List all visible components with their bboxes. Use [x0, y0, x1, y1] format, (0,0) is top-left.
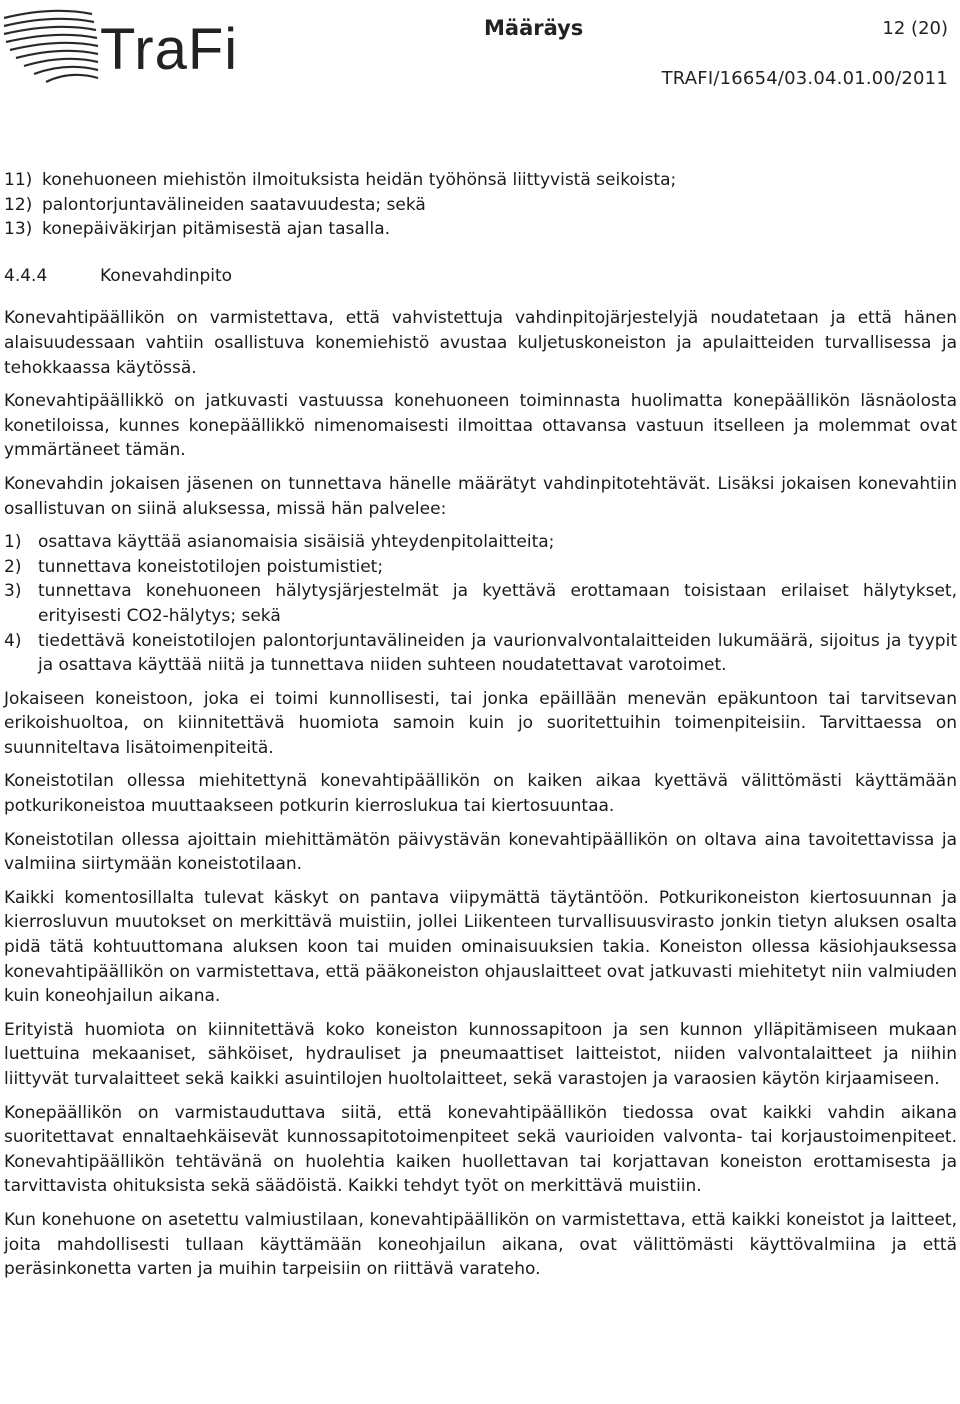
paragraph: Konevahtipäällikkö on jatkuvasti vastuussa konehuoneen toiminnasta huolimatta konepäällikön läsnäolosta konetiloissa, kunnes konepäällikkö nimenomaisesti ilmoittaa ottavansa vastuun itselleen ja molemmat ovat ymmärtäneet tämän. [4, 391, 957, 461]
page-number: 12 (20) [882, 18, 948, 39]
paragraph: Kaikki komentosillalta tulevat käskyt on pantava viipymättä täytäntöön. Potkurikoneiston kiertosuunnan ja kierrosluvun muutokset on merkittävä muistiin, jollei Liikenteen turvallisuusvirasto jonkin tietyn aluksen osalta pidä tätä kohtuuttomana aluksen koon tai muiden ominaisuuksien takia. Koneiston ollessa käsiohjauksessa konevahtipäällikön on varmistettava, että pääkoneiston ohjauslaitteet ovat jatkuvasti miehitetyt niin valmiuden kuin koneohjailun aikana. [4, 887, 957, 1007]
list-item [4, 629, 957, 678]
list-item-text: tunnettava koneistotilojen poistumistiet; [38, 556, 384, 577]
duties-list-continued [4, 168, 957, 242]
paragraph: Jokaiseen koneistoon, joka ei toimi kunnollisesti, tai jonka epäillään menevän epäkuntoon tai tarvitsevan erikoishuoltoa, on kiinnitettävä huomiota samoin kuin jo suoritettuihin toimenpiteisiin. Tarvittaessa on suunniteltava lisätoimenpiteitä. [4, 688, 957, 758]
paragraph: Kun konehuone on asetettu valmiustilaan, konevahtipäällikön on varmistettava, että kaikki koneistot ja laitteet, joita mahdollisesti tullaan käyttämään koneohjailun aikana, ovat välittömästi käyttövalmiina ja että peräsinkonetta varten ja muihin tarpeisiin on riittävä varateho. [4, 1209, 957, 1280]
watch-member-requirements-list [4, 530, 957, 678]
list-item-number: 4) [4, 630, 22, 651]
list-item-number: 3) [4, 581, 22, 602]
paragraph: Erityistä huomiota on kiinnitettävä koko koneiston kunnossapitoon ja sen kunnon ylläpitämiseen mukaan luettuina mekaaniset, sähköiset, hydrauliset ja pneumaattiset laitteistot, niiden valvontalaitteet ja niihin liittyvät turvalaitteet sekä kaikki asuintilojen huoltolaitteet, sekä varastojen ja varaosien käytön kirjaamiseen. [4, 1019, 957, 1089]
list-item-text: konepäiväkirjan pitämisestä ajan tasalla. [42, 219, 391, 240]
paragraph: Konepäällikön on varmistauduttava siitä, että konevahtipäällikön tiedossa ovat kaikki vahdin aikana suoritettavat ennaltaehkäisevät kunnossapitotoimenpiteet sekä vaurioiden valvonta- tai korjaustoimenpiteet. Konevahtipäällikön tehtävänä on huolehtia kaiken huollettavan tai korjattavan koneiston erottamisesta ja tarvittavista ohituksista sekä säädöistä. Kaikki tehdyt työt on merkittävä muistiin. [4, 1102, 957, 1197]
list-item-text: palontorjuntavälineiden saatavuudesta; sekä [42, 194, 426, 215]
list-item-text: tiedettävä koneistotilojen palontorjuntavälineiden ja vaurionvalvontalaitteiden lukumäärä, sijoitus ja tyypit ja osattava käyttää niitä ja tunnettava niiden suhteen noudatettavat varotoimet. [38, 630, 957, 676]
section-title: Konevahdinpito [100, 265, 233, 286]
paragraph: Konevahdin jokaisen jäsenen on tunnettava hänelle määrätyt vahdinpitotehtävät. Lisäksi jokaisen konevahtiin osallistuvan on siinä aluksessa, missä hän palvelee: [4, 473, 957, 519]
list-item-text: tunnettava konehuoneen hälytysjärjestelmät ja kyettävä erottamaan toisistaan erilaiset hälytykset, erityisesti CO2-hälytys; sekä [38, 581, 957, 626]
list-item-number: 1) [4, 532, 22, 553]
document-type: Määräys [484, 16, 584, 40]
list-item-number: 11) [4, 170, 33, 190]
list-item [4, 193, 957, 218]
list-item-number: 2) [4, 556, 22, 577]
paragraph: Konevahtipäällikön on varmistettava, että vahvistettuja vahdinpitojärjestelyjä noudatetaan ja että hänen alaisuudessaan vahtiin osallistuva konemiehistö avustaa kuljetuskoneiston ja apulaitteiden turvallisessa ja tehokkaassa käytössä. [4, 308, 957, 378]
list-item-number: 13) [4, 219, 33, 240]
list-item [4, 168, 957, 193]
document-body [4, 168, 957, 1291]
list-item-number: 12) [4, 194, 33, 215]
list-item-text: osattava käyttää asianomaisia sisäisiä yhteydenpitolaitteita; [38, 532, 555, 553]
logo-wordmark: TraFi [100, 17, 239, 82]
list-item [4, 530, 957, 555]
paragraph: Koneistotilan ollessa ajoittain miehittämätön päivystävän konevahtipäällikön on oltava aina tavoitettavissa ja valmiina siirtymään koneistotilaan. [4, 829, 957, 875]
paragraph: Koneistotilan ollessa miehitettynä konevahtipäällikön on kaiken aikaa kyettävä välittömästi käyttämään potkurikoneistoa muuttaakseen potkurin kierroslukua tai kiertosuuntaa. [4, 771, 957, 817]
list-item [4, 217, 957, 242]
section-number: 4.4.4 [4, 265, 48, 286]
list-item-text: konehuoneen miehistön ilmoituksista heidän työhönsä liittyvistä seikoista; [42, 170, 677, 190]
section-heading [4, 264, 957, 289]
list-item [4, 555, 957, 580]
list-item [4, 579, 957, 628]
reference-number: TRAFI/16654/03.04.01.00/2011 [661, 68, 948, 89]
